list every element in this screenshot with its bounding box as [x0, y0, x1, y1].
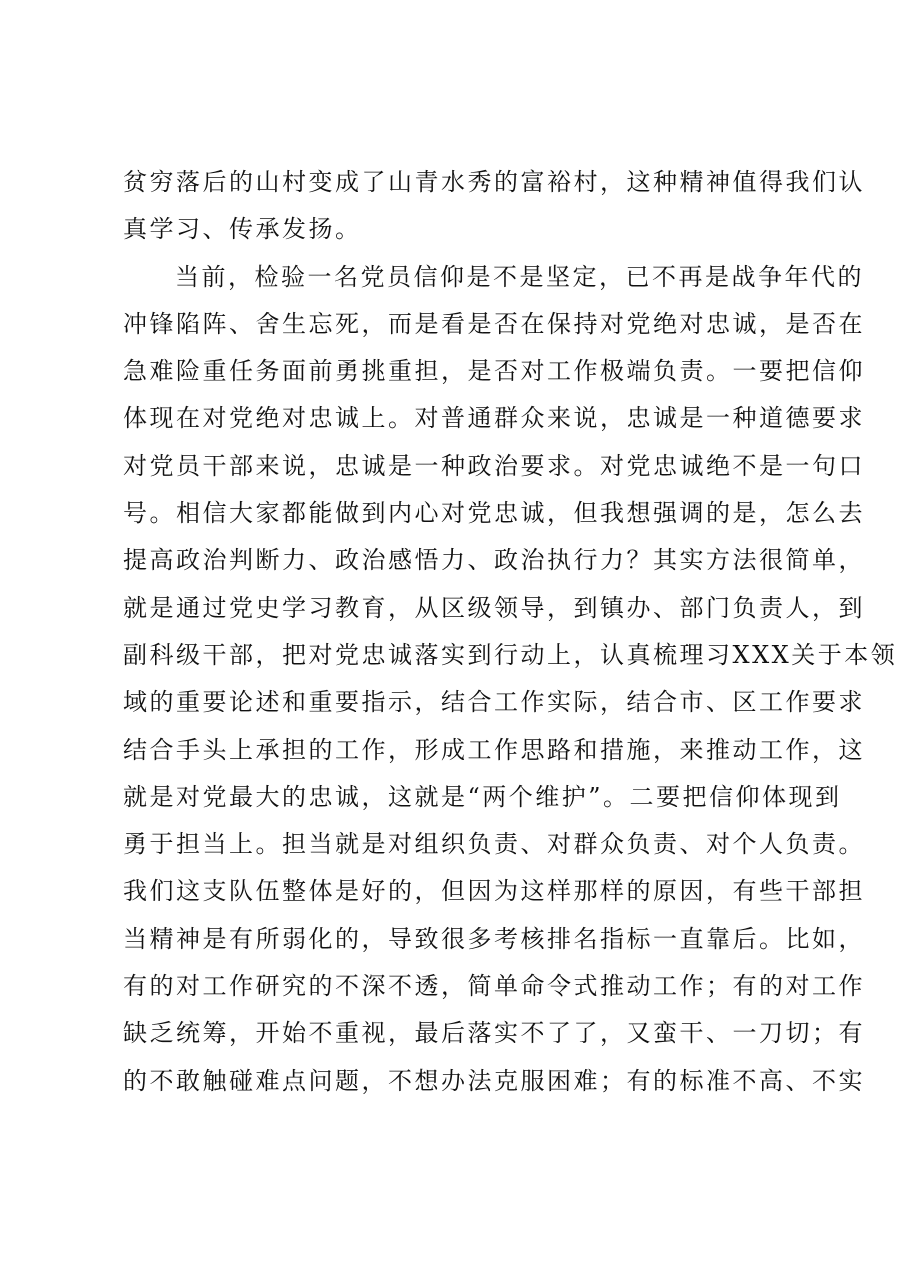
text-line: 急难险重任务面前勇挑重担，是否对工作极端负责。一要把信仰 — [123, 357, 865, 386]
text-line: 对党员干部来说，忠诚是一种政治要求。对党忠诚绝不是一句口 — [123, 451, 865, 480]
text-line: 号。相信大家都能做到内心对党忠诚，但我想强调的是，怎么去 — [123, 499, 865, 528]
text-line: 有的对工作研究的不深不透，简单命令式推动工作；有的对工作 — [123, 972, 865, 1001]
text-line: 的不敢触碰难点问题，不想办法克服困难；有的标准不高、不实 — [123, 1066, 865, 1095]
text-line: 当精神是有所弱化的，导致很多考核排名指标一直靠后。比如， — [123, 924, 865, 953]
body-text — [123, 159, 898, 1105]
text-line: 贫穷落后的山村变成了山青水秀的富裕村，这种精神值得我们认 — [123, 168, 865, 196]
text-line: 结合手头上承担的工作，形成工作思路和措施，来推动工作，这 — [123, 735, 865, 764]
text-line: 真学习、传承发扬。 — [123, 215, 362, 244]
text-line: 就是通过党史学习教育，从区级领导，到镇办、部门负责人，到 — [123, 593, 865, 622]
text-line: 勇于担当上。担当就是对组织负责、对群众负责、对个人负责。 — [123, 830, 865, 859]
text-line: 冲锋陷阵、舍生忘死，而是看是否在保持对党绝对忠诚，是否在 — [123, 309, 865, 338]
text-line: 域的重要论述和重要指示，结合工作实际，结合市、区工作要求 — [123, 688, 865, 717]
text-line: 提高政治判断力、政治感悟力、政治执行力？其实方法很简单， — [123, 546, 865, 575]
text-line: 副科级干部，把对党忠诚落实到行动上，认真梳理习XXX关于本领 — [123, 640, 898, 669]
text-line: 缺乏统筹，开始不重视，最后落实不了了，又蛮干、一刀切；有 — [123, 1019, 865, 1048]
paragraph-start-line: 当前，检验一名党员信仰是不是坚定，已不再是战争年代的 — [175, 262, 864, 291]
text-line: 体现在对党绝对忠诚上。对普通群众来说，忠诚是一种道德要求 — [123, 404, 865, 433]
text-line: 就是对党最大的忠诚，这就是“两个维护”。二要把信仰体现到 — [123, 782, 842, 811]
text-line: 我们这支队伍整体是好的，但因为这样那样的原因，有些干部担 — [123, 877, 865, 906]
